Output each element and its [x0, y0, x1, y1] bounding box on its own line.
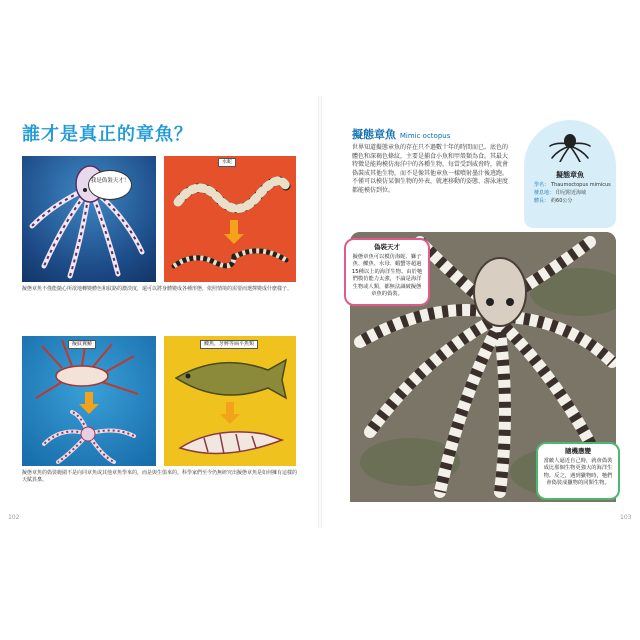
callout-adapt-title: 隨機應變 — [565, 447, 591, 455]
section-title-en: Mimic octopus — [399, 132, 451, 140]
sea-snake-illustration — [164, 156, 296, 282]
caption-top: 擬態章魚不僅能隨心所欲地轉變體色和紋路的濃淡度，還可以將身體變成各種形態，依照情境的需要而選擇變成什麼樣子。 — [22, 286, 293, 292]
book-spread — [0, 96, 640, 528]
species-info-card — [524, 120, 616, 228]
speech-bubble: 我是偽裝天才！ — [88, 170, 132, 200]
page-title: 誰才是真正的章魚？ — [22, 124, 193, 145]
callout-adapt-text: 當敵人逼近自己時，就會偽裝成比那個生物更強大的海洋生物。反之，遇到獵物時，牠們會偽裝成獵物的同類生物。 — [543, 457, 613, 486]
arrow-down-icon — [79, 392, 99, 414]
card-row-scientific: 學名： Thaumoctopus mimicus — [534, 182, 611, 188]
arrow-down-icon — [224, 220, 244, 244]
callout-camouflage-text: 擬態章魚可以模仿海蛇、獅子魚、鰈魚、水母、蝦蟹等超過15種以上的海洋生物。由於牠們模仿能力太強，不論是海洋生物或人類，都無法識破擬態章魚的偽裝。 — [351, 253, 423, 297]
label-flatfish: 鰈魚，牙鮃等扁平魚類 — [200, 340, 258, 349]
label-sea-snake: 水蛇 — [218, 158, 236, 167]
section-title — [352, 126, 450, 142]
card-row-habitat: 棲息地： 印尼附近海域 — [534, 190, 587, 196]
callout-camouflage-title: 偽裝天才 — [374, 243, 400, 251]
octopus-icon — [548, 132, 592, 162]
book-spine — [318, 96, 322, 528]
card-row-length: 體長： 約60公分 — [534, 198, 573, 204]
comic-panel-octopus — [22, 156, 156, 282]
caption-bottom: 擬態章魚的偽裝範圍不是向同章魚或其他章魚學來的，而是與生俱來的。科學家們至今仍無研究出擬態章魚是如何擁有這樣的天賦異稟。 — [22, 470, 298, 483]
arrow-down-icon — [220, 402, 240, 424]
page-number-left: 102 — [8, 514, 20, 521]
species-name: 擬態章魚 — [556, 171, 584, 179]
body-text: 世界知道擬態章魚的存在只不過數十年的時間而已。底色的體色和深褐色條紋，主要是捕食小魚和甲殼類為食。其最大特徵是能夠模仿海洋中的各種生物，每當受到威脅時，就會偽裝成其他生物，而不是像其他章魚一樣噴射墨汁後逃跑。不僅可以模仿某個生物的外表，就連移動的姿態、游泳速度都能模仿到位。 — [352, 144, 509, 194]
flatfish-illustration — [164, 336, 296, 466]
label-lionfish: 擬紋翼鰆 — [68, 340, 96, 349]
lionfish-illustration — [22, 336, 156, 466]
section-title-zh: 擬態章魚 — [352, 128, 396, 141]
callout-adapt — [536, 442, 620, 500]
mimic-octopus-illustration — [22, 156, 156, 282]
comic-panel-snake — [164, 156, 296, 282]
comic-panel-lionfish — [22, 336, 156, 466]
comic-panel-flatfish — [164, 336, 296, 466]
page-number-right: 103 — [620, 514, 632, 521]
callout-camouflage — [344, 238, 430, 306]
